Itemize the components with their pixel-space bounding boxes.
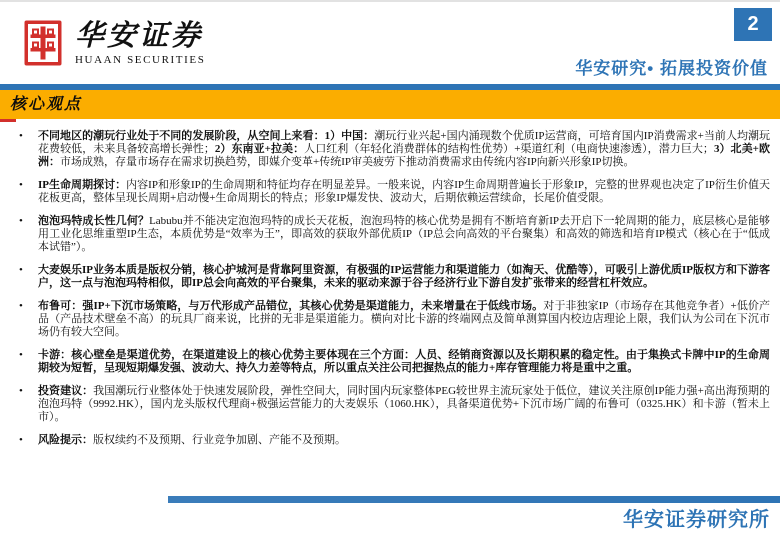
footer-institute-label: 华安证券研究所 <box>623 509 770 531</box>
slide-content <box>16 130 770 457</box>
bullet-segment-bold: 泡泡玛特成长性几何？ <box>38 215 150 227</box>
bullet-segment: 市场成熟，存量市场存在需求切换趋势，即媒介变革+传统IP审美疲劳下推动消费需求由传统内容IP向新兴形象IP切换。 <box>60 156 635 168</box>
bullet-item <box>16 385 770 424</box>
bullet-item <box>16 264 770 290</box>
huaan-logo <box>24 20 205 66</box>
logo-name-en: HUAAN SECURITIES <box>75 54 206 66</box>
bullet-segment: 内容IP和形象IP的生命周期和特征均存在明显差异。一般来说，内容IP生命周期普遍长于形象IP，完整的世界观也决定了IP衍生价值天花板更高，整体呈现长周期+启动慢+生命周期长的特点；形象IP爆发快、波动大，后期依赖运营续命，长尾价值受限。 <box>38 179 771 204</box>
bullet-segment-bold: 2）东南亚+拉美： <box>214 143 305 155</box>
section-banner <box>0 90 780 119</box>
bullet-segment-bold: 风险提示： <box>38 434 93 446</box>
logo-text <box>75 20 205 66</box>
bullet-segment-bold: 3）北美+欧洲： <box>38 143 770 168</box>
bullet-item <box>16 215 770 254</box>
bullet-segment: 对于非独家IP（市场存在其他竞争者）+低价产品（产品技术壁垒不高）的玩具厂商来说，比拼的无非是渠道能力。横向对比卡游的终端网点及简单测算国内校边店理论上限，我们认为公司在下沉市场仍有较大空间。 <box>38 300 771 338</box>
bullet-item <box>16 434 770 447</box>
bullet-item <box>16 179 770 205</box>
bullet-segment-bold: 布鲁可：强IP+下沉市场策略，与万代形成产品错位，其核心优势是渠道能力，未来增量在于低线市场。 <box>38 300 544 312</box>
footer-divider-bar <box>168 496 780 503</box>
bullet-item <box>16 300 770 339</box>
section-title: 核心观点 <box>10 96 83 113</box>
bullet-segment: 人口红利（年轻化消费群体的结构性优势）+渠道红利（电商快速渗透），潜力巨大； <box>304 143 714 155</box>
bullet-item <box>16 130 770 169</box>
logo-name-cn: 华安证券 <box>75 20 204 52</box>
bullet-list <box>16 130 770 447</box>
huaan-seal-icon <box>24 20 62 66</box>
bullet-segment-bold: 投资建议： <box>38 385 94 397</box>
bullet-segment: Labubu并不能决定泡泡玛特的成长天花板，泡泡玛特的核心优势是拥有不断培育新IP去开启下一轮周期的能力，底层核心是能够用工业化思维重塑IP生态，本质优势是“效率为王”，即高效的获取外部优质IP（IP总会向高效的平台聚集）和高效的筛选和培育IP模式（核心在于“低成本试错”）。 <box>38 215 771 253</box>
research-tagline: 华安研究• 拓展投资价值 <box>575 59 768 78</box>
bullet-segment: 版权续约不及预期、行业竞争加剧、产能不及预期。 <box>93 434 346 446</box>
page-number-badge: 2 <box>734 8 772 41</box>
bullet-segment: 我国潮玩行业整体处于快速发展阶段，弹性空间大，同时国内玩家整体PEG较世界主流玩家处于低位，建议关注原创IP能力强+高出海预期的泡泡玛特（9992.HK），国内龙头版权代理商+极强运营能力的大麦娱乐（1060.HK），具备渠道优势+下沉市场广阔的布鲁可（0325.HK）和卡游（暂未上市）。 <box>38 385 770 423</box>
banner-red-accent <box>0 119 16 122</box>
bullet-segment-bold: 卡游：核心壁垒是渠道优势，在渠道建设上的核心优势主要体现在三个方面：人员、经销商资源以及长期积累的稳定性。由于集换式卡牌中IP的生命周期较为短暂，呈现短期爆发强、波动大、持久力差等特点，所以重点关注公司把握热点的能力+库存管理能力将是重中之重。 <box>38 349 770 374</box>
bullet-segment-bold: IP生命周期探讨： <box>38 179 127 191</box>
bullet-segment: 潮玩行业兴起+国内涌现数个优质IP运营商，可培育国内IP消费需求+当前人均潮玩花费较低，未来具备较高增长弹性； <box>38 130 771 155</box>
bullet-item <box>16 349 770 375</box>
bullet-segment-bold: 大麦娱乐IP业务本质是版权分销，核心护城河是背靠阿里资源，有极强的IP运营能力和渠道能力（如淘天、优酷等），可吸引上游优质IP版权方和下游客户，这一点与泡泡玛特相似，即IP总会向高效的平台聚集，未来的驱动来源于谷子经济行业下游自发扩张带来的经营杠杆效应。 <box>38 264 770 289</box>
bullet-segment-bold: 不同地区的潮玩行业处于不同的发展阶段，从空间上来看：1）中国： <box>38 130 375 142</box>
